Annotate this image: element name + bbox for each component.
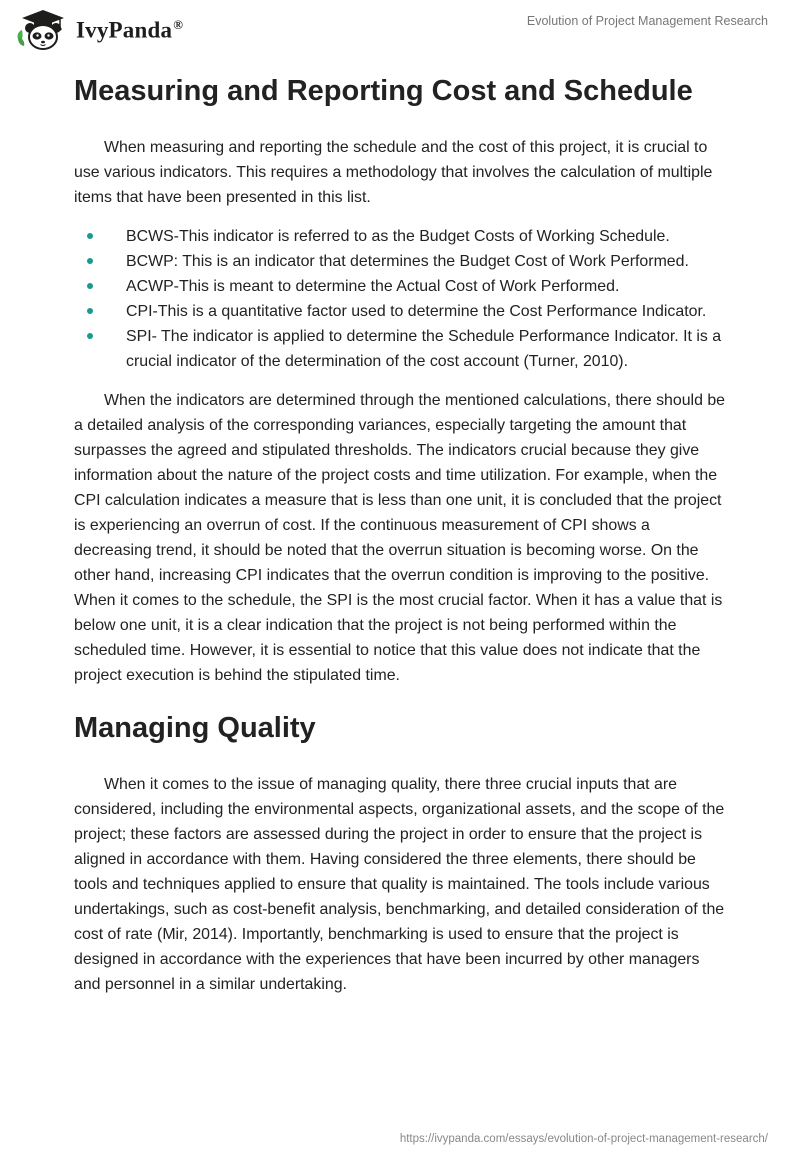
page-header <box>0 0 800 60</box>
section-body-paragraph: When the indicators are determined through the mentioned calculations, there should be a detailed analysis of the corresponding variances, especially targeting the amount that surpasses the agreed and stipulated thresholds. The indicators crucial because they give information about the nature of the project costs and time utilization. For example, when the CPI calculation indicates a measure that is less than one unit, it is concluded that the project is experiencing an overrun of cost. If the continuous measurement of CPI shows a decreasing trend, it should be noted that the overrun situation is becoming worse. On the other hand, increasing CPI indicates that the overrun condition is improving to the positive. When it comes to the schedule, the SPI is the most crucial factor. When it has a value that is below one unit, it is a clear indication that the project is not being performed within the scheduled time. However, it is essential to notice that this value does not indicate that the project execution is behind the stipulated time. <box>74 392 725 684</box>
bullet-dot-icon <box>87 233 93 239</box>
list-item: SPI- The indicator is applied to determine the Schedule Performance Indicator. It is a crucial indicator of the determination of the cost account (Turner, 2010). <box>74 324 726 374</box>
indicator-list <box>74 224 726 374</box>
bullet-dot-icon <box>87 258 93 264</box>
list-item: BCWS-This indicator is referred to as the Budget Costs of Working Schedule. <box>74 224 726 249</box>
bullet-dot-icon <box>87 308 93 314</box>
section-body-paragraph: When it comes to the issue of managing quality, there three crucial inputs that are considered, including the environmental aspects, organizational assets, and the scope of the project; these factors are assessed during the project in order to ensure that the project is aligned in accordance with them. Having considered the three elements, there should be tools and techniques applied to ensure that quality is maintained. The tools include various undertakings, such as cost-benefit analysis, benchmarking, and detailed consideration of the cost of rate (Mir, 2014). Importantly, benchmarking is used to ensure that the project is designed in accordance with the experiences that have been incurred by other managers and personnel in a similar undertaking. <box>74 776 725 993</box>
bullet-dot-icon <box>87 283 93 289</box>
section-intro-paragraph: When measuring and reporting the schedule and the cost of this project, it is crucial to use various indicators. This requires a methodology that involves the calculation of multiple items that have been presented in this list. <box>74 139 713 206</box>
section-cost-schedule <box>74 73 726 688</box>
section-managing-quality <box>74 710 726 997</box>
document-title: Evolution of Project Management Research <box>526 14 768 28</box>
ivypanda-logo[interactable] <box>14 8 183 52</box>
article-content <box>74 73 726 997</box>
list-item: CPI-This is a quantitative factor used to determine the Cost Performance Indicator. <box>74 299 726 324</box>
list-item: BCWP: This is an indicator that determines the Budget Cost of Work Performed. <box>74 249 726 274</box>
section-heading: Measuring and Reporting Cost and Schedule <box>74 75 693 107</box>
panda-graduate-icon <box>14 8 72 52</box>
source-url-link[interactable]: https://ivypanda.com/essays/evolution-of-project-management-research/ <box>399 1133 768 1145</box>
section-heading: Managing Quality <box>74 712 316 744</box>
list-item: ACWP-This is meant to determine the Actual Cost of Work Performed. <box>74 274 726 299</box>
logo-wordmark: IvyPanda® <box>76 16 184 43</box>
bullet-dot-icon <box>87 333 93 339</box>
